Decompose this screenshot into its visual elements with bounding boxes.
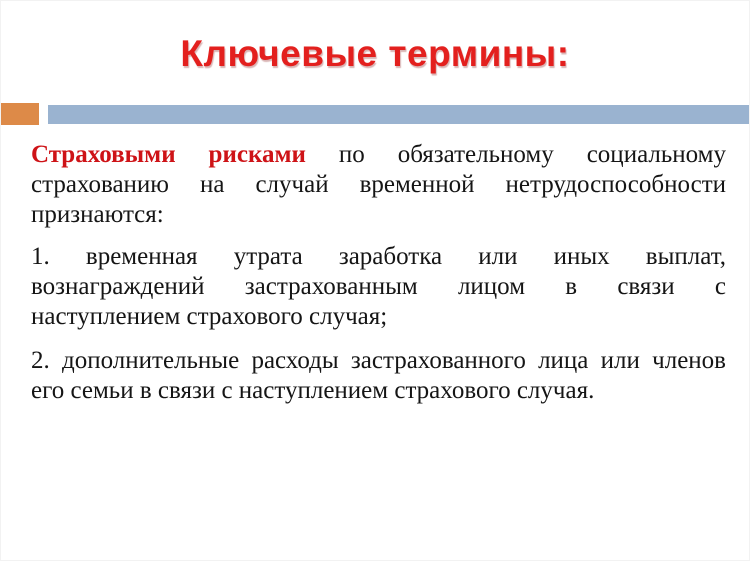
paragraph-item-2 — [31, 346, 726, 406]
text-line: страхованию на случай временной нетрудоспособности — [31, 171, 726, 198]
page-title: Ключевые термины: — [180, 33, 570, 74]
key-term-highlight: Страховыми рисками — [31, 141, 306, 168]
body-text — [31, 140, 726, 406]
text-line: вознаграждений застрахованным лицом в связи с — [31, 273, 726, 300]
text-line: его семьи в связи с наступлением страхового случая. — [31, 377, 595, 404]
text-segment: по обязательному социальному — [305, 141, 726, 168]
paragraph-definition — [31, 140, 726, 230]
text-line: 2. дополнительные расходы застрахованного лица или членов — [31, 347, 726, 374]
text-line: наступлением страхового случая; — [31, 303, 388, 330]
accent-blue-bar — [48, 105, 749, 124]
text-line — [31, 140, 726, 170]
paragraph-item-1 — [31, 242, 726, 332]
text-line: 1. временная утрата заработка или иных выплат, — [31, 243, 726, 270]
accent-bar-gap — [39, 103, 48, 125]
accent-orange-block — [1, 103, 39, 125]
text-line: признаются: — [31, 201, 164, 228]
accent-divider-bar — [1, 103, 749, 125]
